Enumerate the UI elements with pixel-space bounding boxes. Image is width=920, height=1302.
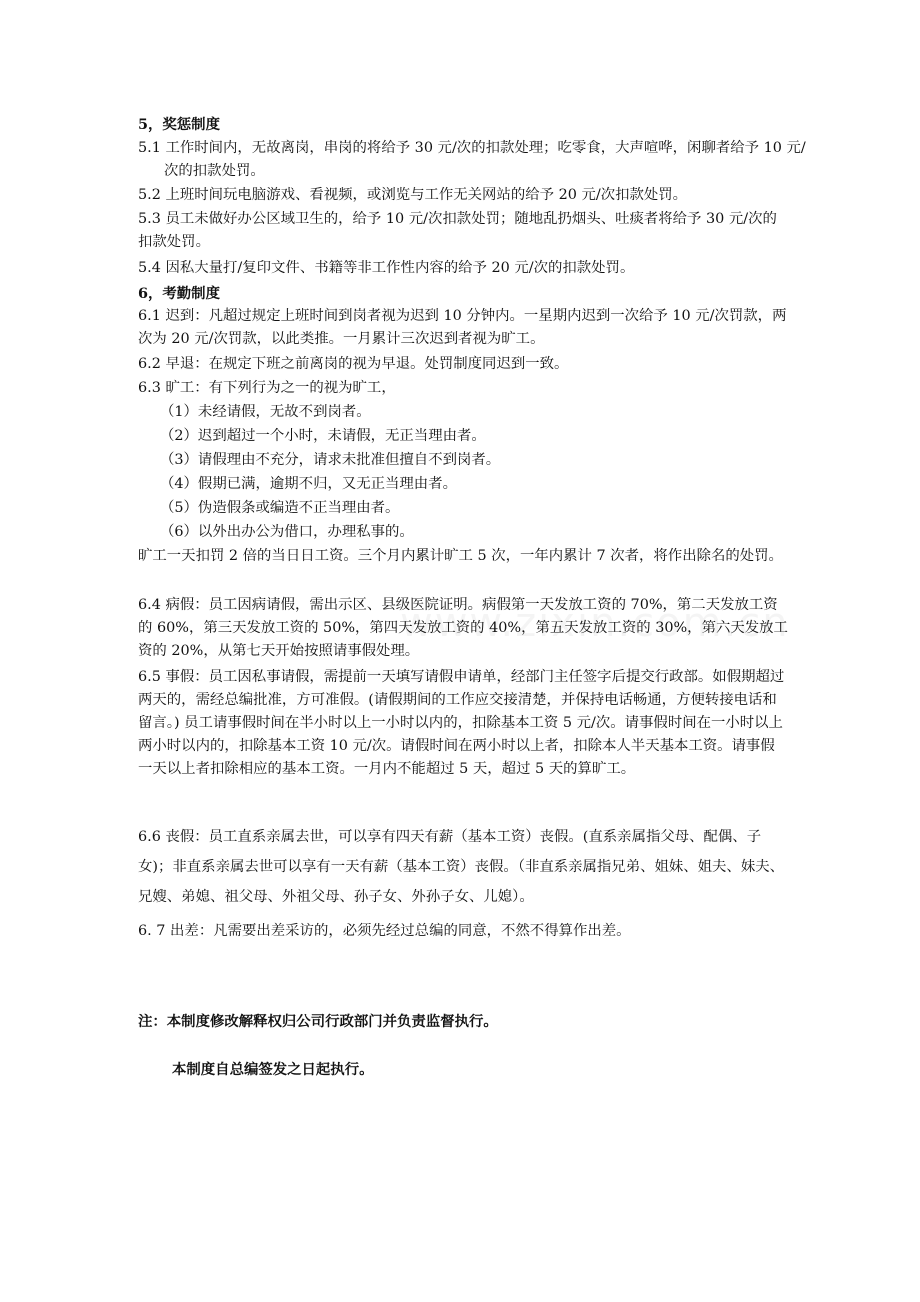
absence-item-1: （1）未经请假，无故不到岗者。 bbox=[160, 404, 371, 420]
clause-5-2: 5.2 上班时间玩电脑游戏、看视频，或浏览与工作无关网站的给予 20 元/次扣款处罚。 bbox=[138, 187, 688, 203]
section-5-heading: 5，奖惩制度 bbox=[138, 116, 220, 133]
clause-6-6: 6.6 丧假：员工直系亲属去世，可以享有四天有薪（基本工资）丧假。(直系亲属指父母、配偶、子女)；非直系亲属去世可以享有一天有薪（基本工资）丧假。（非直系亲属指兄弟、姐妹、姐夫、妹夫、兄嫂、弟媳、祖父母、外祖父母、孙子女、外孙子女、儿媳）。 bbox=[138, 829, 784, 905]
absence-item-2: （2）迟到超过一个小时，未请假，无正当理由者。 bbox=[160, 428, 486, 444]
absence-item-4: （4）假期已满，逾期不归，又无正当理由者。 bbox=[160, 476, 457, 492]
clause-5-3: 5.3 员工未做好办公区域卫生的，给予 10 元/次扣款处罚；随地乱扔烟头、吐痰者将给予 30 元/次的扣款处罚。 bbox=[138, 211, 777, 250]
section-6-heading: 6，考勤制度 bbox=[138, 285, 220, 302]
clause-6-4: 6.4 病假：员工因病请假，需出示区、县级医院证明。病假第一天发放工资的 70%，第二天发放工资的 60%，第三天发放工资的 50%，第四天发放工资的 40%，第五天发放工资的 30%，第六天发放工资的 20%，从第七天开始按照请事假处理。 bbox=[138, 597, 788, 659]
clause-5-1: 5.1 工作时间内，无故离岗，串岗的将给予 30 元/次的扣款处理；吃零食，大声喧哗，闲聊者给予 10 元/次的扣款处罚。 bbox=[138, 140, 806, 179]
absence-item-5: （5）伪造假条或编造不正当理由者。 bbox=[160, 500, 400, 516]
clause-6-1: 6.1 迟到：凡超过规定上班时间到岗者视为迟到 10 分钟内。一星期内迟到一次给予 10 元/次罚款，两次为 20 元/次罚款，以此类推。一月累计三次迟到者视为旷工。 bbox=[138, 308, 787, 347]
clause-6-5: 6.5 事假：员工因私事请假，需提前一天填写请假申请单，经部门主任签字后提交行政部。如假期超过两天的，需经总编批准，方可准假。(请假期间的工作应交接清楚，并保持电话畅通，方便转接电话和留言。) 员工请事假时间在半小时以上一小时以内的，扣除基本工资 5 元/次。请事假时间在一小时以上两小时以内的，扣除基本工资 10 元/次。请假时间在两小时以上者，扣除本人半天基本工资。请事假一天以上者扣除相应的基本工资。一月内不能超过 5 天，超过 5 天的算旷工。 bbox=[138, 669, 785, 777]
clause-5-4: 5.4 因私大量打/复印文件、书籍等非工作性内容的给予 20 元/次的扣款处罚。 bbox=[138, 260, 635, 276]
absence-item-6: （6）以外出办公为借口，办理私事的。 bbox=[160, 524, 414, 540]
clause-6-7: 6. 7 出差：凡需要出差采访的，必须先经过总编的同意，不然不得算作出差。 bbox=[138, 923, 631, 939]
absence-penalty: 旷工一天扣罚 2 倍的当日日工资。三个月内累计旷工 5 次，一年内累计 7 次者，将作出除名的处罚。 bbox=[138, 548, 783, 564]
clause-6-3: 6.3 旷工：有下列行为之一的视为旷工， bbox=[138, 380, 396, 396]
note-authority: 注：本制度修改解释权归公司行政部门并负责监督执行。 bbox=[138, 1013, 498, 1030]
note-effective-date: 本制度自总编签发之日起执行。 bbox=[172, 1061, 374, 1078]
absence-item-3: （3）请假理由不充分，请求未批准但擅自不到岗者。 bbox=[160, 452, 501, 468]
clause-6-2: 6.2 早退：在规定下班之前离岗的视为早退。处罚制度同迟到一致。 bbox=[138, 356, 569, 372]
